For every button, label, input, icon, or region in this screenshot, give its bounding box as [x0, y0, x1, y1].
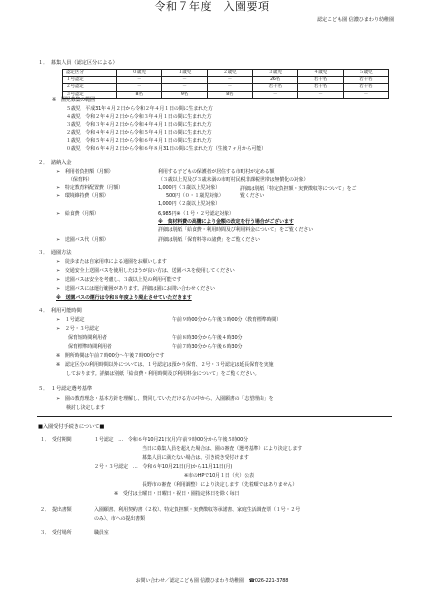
footer-contact: お問い合わせ／認定こども園 信濃ひまわり幼稚園 ☎026-221-3788 [135, 578, 289, 584]
procedure-text: 職員室 [94, 530, 109, 536]
table-cell: 9名 [162, 91, 207, 98]
table-cell: ３号認定 [63, 91, 117, 98]
section-6-heading: ■入園受付手続きについて■ [38, 424, 105, 430]
procedure-text: 募集人員に満たない場合は、引き続き受付けます [142, 455, 249, 461]
criteria-text: ➢ 園の教育理念・基本方針を理解し、賛同していただける方の中から、入園願書の「志望理由」を [56, 396, 274, 402]
table-cell: － [252, 91, 297, 98]
range-age: ０歳児 [66, 146, 81, 152]
hours-note: しております。詳細は別紙「給食費・利用時間及び利用料金について」をご覧ください。 [66, 371, 260, 377]
section-2-heading: ２． 諸納入金 [38, 160, 72, 166]
table-cell: 26名 [252, 77, 297, 84]
fee-value: 1,000円（３歳以上児対象） [158, 185, 221, 191]
table-cell: － [117, 84, 162, 91]
table-cell: 若干名 [252, 84, 297, 91]
hours-value: 午前７時30分から午後６時30分 [172, 344, 243, 350]
range-age: ２歳児 [66, 130, 81, 136]
procedure-text: 長野市の審査（利用調整）により決定します（先着順ではありません） [142, 482, 298, 488]
table-cell: 若干名 [298, 84, 343, 91]
procedure-label: １． 受付期間 [40, 437, 72, 443]
range-dates: 令和６年４月２日から令和６年８月31日の間に生まれた方（生後７ヶ月から可能） [85, 146, 267, 152]
range-age-2 [66, 130, 212, 136]
fee-value: 500円（０・１歳児対象） [166, 193, 224, 199]
range-age-4 [66, 114, 212, 120]
table-row [63, 77, 389, 84]
table-cell: 8名 [207, 91, 252, 98]
table-cell: ２歳児 [207, 70, 252, 77]
procedure-text: ２号・３号認定 … 令和６年10月21日(月)から11月11日(月) [94, 464, 233, 470]
fee-bold-note: ※ 食材料費の高騰により金額の改定を行う場合がございます [158, 219, 294, 225]
table-cell: ０歳児 [117, 70, 162, 77]
criteria-text: 検討し決定します [66, 405, 105, 411]
range-age: ５歳児 [66, 106, 81, 112]
page-title: 令和７年度 入園要項 [154, 0, 270, 13]
range-age: １歳児 [66, 138, 81, 144]
table-row [63, 91, 389, 98]
hours-label: 保育標準時間利用者 [68, 344, 112, 350]
fee-value: （３歳以上児及び３歳未満の市町村民税非課税世帯は無償化の対象） [158, 177, 309, 183]
table-header-row [63, 70, 389, 77]
procedure-label: ３． 受付場所 [40, 530, 72, 536]
procedure-text: ※ 受付は土曜日・日曜日・祝日・園指定休日を除く毎日 [114, 491, 240, 497]
range-dates: 令和５年４月２日から令和６年４月１日の間に生まれた方 [85, 138, 212, 144]
table-cell: 若干名 [343, 84, 388, 91]
range-dates: 令和４年４月２日から令和５年４月１日の間に生まれた方 [85, 130, 212, 136]
fee-label: ➢ 利用者負担額（月額） [56, 169, 114, 175]
table-cell: － [207, 77, 252, 84]
table-cell: ４歳児 [298, 70, 343, 77]
procedure-label: ２． 提出書類 [40, 507, 72, 513]
commute-bold-note: ※ 送園バスの運行は令和８年度より廃止させていただきます [56, 295, 192, 301]
table-cell: ５歳児 [343, 70, 388, 77]
fee-label: ➢ 特定教育料配置費（月額） [56, 185, 124, 191]
table-cell: － [207, 84, 252, 91]
fee-value: 6,985円※（１号・２号認定対象） [158, 211, 234, 217]
section-4-heading: ４． 利用可能時間 [38, 308, 82, 314]
range-age-5 [66, 106, 213, 112]
range-age-0 [66, 146, 266, 152]
section-5-heading: ５． １号認定選考基準 [38, 386, 92, 392]
fee-value: 詳細は別紙「保育料等の諸費」をご覧ください [158, 237, 260, 243]
range-dates: 平成31年４月２日から令和２年４月１日の間に生まれた方 [85, 106, 213, 112]
commute-item: ➢ 交通安全上送園バスを使用したほうが良い方は、送園バスを使用してください [56, 268, 235, 274]
range-age: ４歳児 [66, 114, 81, 120]
hours-value: 午前９時00分から午後３時00分（教育標準時間） [172, 317, 282, 323]
fee-detail-note: 詳細は別紙「特定負担額・実費徴収等について」をご覧ください [240, 186, 357, 199]
commute-item: ➢ 送園バスは安全を考慮し、３歳以上児の利用可能です [56, 277, 182, 283]
table-row [63, 84, 389, 91]
table-cell: － [162, 77, 207, 84]
range-age-3 [66, 122, 212, 128]
hours-note: ※ 認定区分の利用時間以外については、１号認定は預かり保育、２号・３号認定は延長保育を実施 [56, 362, 274, 368]
range-dates: 令和２年４月２日から令和３年４月１日の間に生まれた方 [85, 114, 212, 120]
procedure-text: ※市のHPで10月１日（火）公表 [184, 473, 254, 479]
table-cell: １号認定 [63, 77, 117, 84]
table-cell: ２号認定 [63, 84, 117, 91]
table-cell: － [117, 77, 162, 84]
table-cell: １歳児 [162, 70, 207, 77]
hours-label: ➢ １号認定 [56, 317, 85, 323]
range-heading: ※ 園児募集の範囲 [52, 97, 95, 103]
capacity-table [62, 69, 389, 99]
fee-label: ➢ 環境維持費（月額） [56, 193, 109, 199]
procedure-text: １号認定 … 令和６年10月21日(月)午前９時00分から午後５時00分 [94, 437, 248, 443]
procedure-text: 入園願書、利用契約書（２枚）、特定負担額・実費徴収等承諾書、家庭生活調査票（１号・２号 [94, 507, 301, 513]
range-age-1 [66, 138, 212, 144]
table-cell: 若干名 [343, 77, 388, 84]
school-name: 認定こども園 信濃ひまわり幼稚園 [316, 17, 394, 23]
fee-note: 詳細は別紙「給食費・利用時間及び利用料金について」をご覧ください [158, 227, 314, 233]
hours-label: 保育短時間利用者 [68, 335, 107, 341]
divider [37, 416, 392, 417]
hours-note: ※ 開所時間は午前７時00分～午後７時00分です [56, 353, 165, 359]
table-cell: － [298, 91, 343, 98]
table-cell: － [162, 84, 207, 91]
hours-label: ➢ ２号・３号認定 [56, 326, 99, 332]
table-cell: 若干名 [298, 77, 343, 84]
procedure-text: のみ）、市への提出書類 [94, 516, 145, 522]
table-cell: 8名 [117, 91, 162, 98]
range-age: ３歳児 [66, 122, 81, 128]
section-3-heading: ３． 通園方法 [38, 250, 72, 256]
table-cell: 認定区分 [63, 70, 117, 77]
hours-value: 午前８時30分から午後４時30分 [172, 335, 243, 341]
fee-label: ➢ 送園バス代（月額） [56, 237, 109, 243]
fee-label: （保育料） [68, 177, 93, 183]
commute-item: ➢ 徒歩または自家用車による通園をお願いします [56, 259, 167, 265]
section-1-heading: １． 募集人員（認定区分による） [38, 60, 118, 66]
table-cell: ３歳児 [252, 70, 297, 77]
table-cell: － [343, 91, 388, 98]
procedure-text: 当日に募集人員を超えた場合は、園の審査（選考基準）により決定します [142, 446, 303, 452]
commute-item: ➢ 送園バスには運行範囲があります。詳細は園にお問い合わせください [56, 286, 215, 292]
fee-value: 1,000円（２歳以上児対象） [158, 201, 221, 207]
fee-value: 利用する子どもの保護者が居住する市町村が定める額 [158, 169, 275, 175]
fee-label: ➢ 給食費（月額） [56, 211, 99, 217]
range-dates: 令和３年４月２日から令和４年４月１日の間に生まれた方 [85, 122, 212, 128]
